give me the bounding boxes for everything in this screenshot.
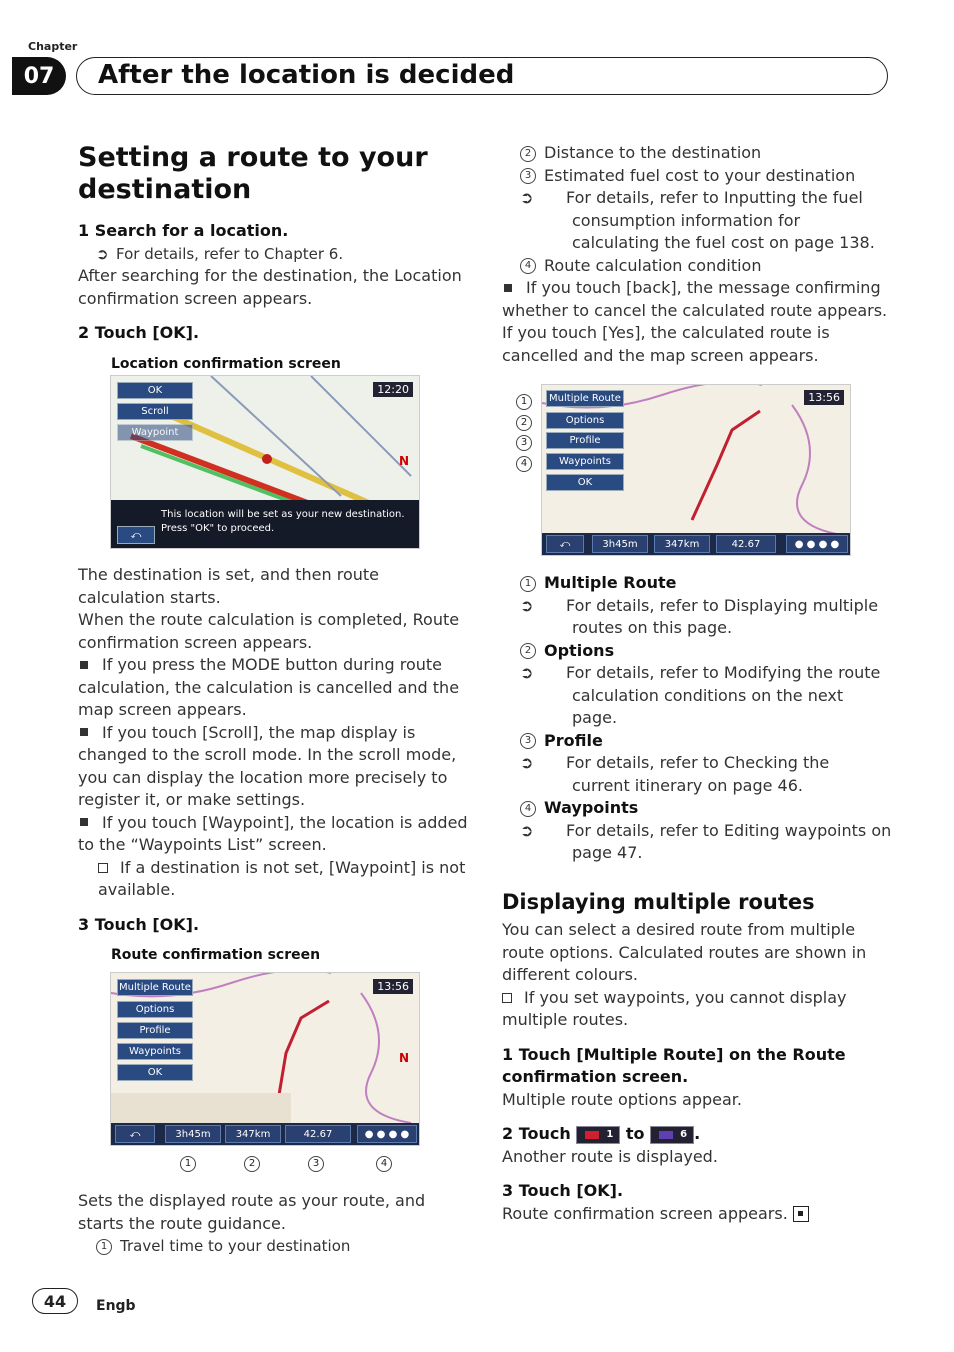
- north-icon: N: [398, 1051, 409, 1065]
- chapter-label: Chapter: [28, 40, 78, 53]
- ok-button[interactable]: OK: [117, 1064, 193, 1081]
- fuel-cost: 42.67: [285, 1125, 351, 1143]
- callout-3-marker: 3: [516, 432, 540, 451]
- para-route-complete: When the route calculation is completed, Route confirmation screen appears.: [78, 610, 460, 652]
- callout-desc-2: 2 Distance to the destination: [520, 142, 892, 165]
- item-waypoints-ref: ➲ For details, refer to Editing waypoints on page 47.: [520, 820, 892, 862]
- step-2: 2 Touch [OK].: [78, 323, 200, 342]
- item-options-ref: ➲ For details, refer to Modifying the route calculation conditions on the next page.: [520, 663, 881, 727]
- route-info-bar: [111, 1123, 419, 1145]
- options-button[interactable]: Options: [546, 412, 624, 429]
- chapter-number: 07: [12, 57, 66, 95]
- item-profile-ref: ➲ For details, refer to Checking the current itinerary on page 46.: [520, 753, 830, 795]
- profile-button[interactable]: Profile: [117, 1022, 193, 1039]
- para-multiple-routes: You can select a desired route from multiple route options. Calculated routes are shown in different colours.: [502, 920, 867, 984]
- page-number: 44: [32, 1288, 78, 1314]
- confirmation-message: This location will be set as your new destination. Press "OK" to proceed.: [161, 509, 405, 534]
- callout-3-ref: ➲ For details, refer to Inputting the fuel consumption information for calculating the fuel cost on page 138.: [520, 188, 875, 252]
- multiple-route-button[interactable]: Multiple Route: [117, 979, 193, 996]
- note-waypoints: If you set waypoints, you cannot display multiple routes.: [502, 987, 847, 1029]
- multiple-route-button[interactable]: Multiple Route: [546, 390, 624, 407]
- end-mark-icon: [793, 1206, 809, 1222]
- back-button[interactable]: ⤺: [117, 526, 155, 544]
- clock: 13:56: [804, 390, 844, 405]
- route-condition-icons: ● ● ● ●: [357, 1125, 417, 1143]
- travel-time: 3h45m: [165, 1125, 221, 1143]
- item-waypoints: 4 Waypoints: [520, 797, 892, 820]
- route-1-button[interactable]: 1: [576, 1126, 620, 1144]
- item-options: 2 Options: [520, 640, 892, 663]
- caption-route-screen: Route confirmation screen: [111, 947, 321, 963]
- callout-4-marker: 4: [516, 453, 540, 472]
- step-3-ok: 3 Touch [OK].: [502, 1181, 624, 1200]
- waypoints-button[interactable]: Waypoints: [117, 1043, 193, 1060]
- profile-button[interactable]: Profile: [546, 432, 624, 449]
- callout-2: 2: [244, 1153, 268, 1172]
- travel-time: 3h45m: [592, 535, 648, 553]
- ok-button[interactable]: OK: [117, 382, 193, 399]
- subsection-heading: Displaying multiple routes: [502, 889, 815, 914]
- item-multiple-route: 1 Multiple Route: [520, 572, 892, 595]
- callout-1: 1: [180, 1153, 204, 1172]
- step-1-body: After searching for the destination, the Location confirmation screen appears.: [78, 266, 462, 308]
- chapter-title: After the location is decided: [98, 60, 515, 90]
- callout-1-marker: 1: [516, 391, 540, 410]
- bullet-mode: If you press the MODE button during route calculation, the calculation is cancelled and the map screen appears.: [78, 655, 460, 719]
- clock: 12:20: [373, 382, 413, 397]
- callout-desc-4: 4 Route calculation condition: [520, 255, 892, 278]
- item-multiple-route-ref: ➲ For details, refer to Displaying multiple routes on this page.: [520, 595, 879, 637]
- step-1-multiple: 1 Touch [Multiple Route] on the Route confirmation screen.: [502, 1044, 846, 1086]
- route-condition-icons: ● ● ● ●: [786, 535, 848, 553]
- back-button[interactable]: ⤺: [115, 1125, 155, 1143]
- para-route-guidance: Sets the displayed route as your route, and starts the route guidance.: [78, 1191, 426, 1233]
- route-6-button[interactable]: 6: [650, 1126, 694, 1144]
- callout-desc-3: 3 Estimated fuel cost to your destination: [520, 165, 892, 188]
- step-3-ok-body: Route confirmation screen appears.: [502, 1203, 892, 1226]
- caption-location-screen: Location confirmation screen: [111, 355, 341, 372]
- scroll-button[interactable]: Scroll: [117, 403, 193, 420]
- message-bar: [111, 500, 419, 548]
- route-confirmation-screenshot: [110, 972, 420, 1146]
- callout-desc-1: 1 Travel time to your destination: [96, 1235, 468, 1258]
- bullet-back: If you touch [back], the message confirming whether to cancel the calculated route appears. If you touch [Yes], the calculated route is cancelled and the map screen appears.: [502, 278, 888, 365]
- waypoints-button[interactable]: Waypoints: [546, 453, 624, 470]
- route-confirmation-screenshot-2: [541, 384, 851, 556]
- step-1-multiple-body: Multiple route options appear.: [502, 1089, 742, 1109]
- step-1: 1 Search for a location.: [78, 221, 289, 240]
- route-info-bar: [542, 533, 850, 555]
- waypoint-button[interactable]: Waypoint: [117, 424, 193, 441]
- fuel-cost: 42.67: [716, 535, 776, 553]
- step-1-ref: ➲ For details, refer to Chapter 6.: [96, 244, 344, 263]
- route-map: [542, 385, 851, 556]
- callout-2-marker: 2: [516, 412, 540, 431]
- bullet-waypoint: If you touch [Waypoint], the location is added to the “Waypoints List” screen.: [78, 812, 468, 854]
- note-waypoint: If a destination is not set, [Waypoint] is not available.: [98, 857, 466, 899]
- back-button[interactable]: ⤺: [546, 535, 584, 553]
- bullet-scroll: If you touch [Scroll], the map display is changed to the scroll mode. In the scroll mode, you can display the location more precisely to register it, or make settings.: [78, 722, 457, 809]
- callout-3: 3: [308, 1153, 332, 1172]
- para-route-calc: The destination is set, and then route calculation starts.: [78, 565, 380, 607]
- language-code: Engb: [96, 1298, 136, 1314]
- section-heading: Setting a route to your destination: [78, 142, 428, 205]
- step-3: 3 Touch [OK].: [78, 914, 200, 934]
- step-2-touch-body: Another route is displayed.: [502, 1146, 718, 1166]
- clock: 13:56: [373, 979, 413, 994]
- north-icon: N: [398, 454, 409, 468]
- ok-button[interactable]: OK: [546, 474, 624, 491]
- callout-4: 4: [376, 1153, 400, 1172]
- options-button[interactable]: Options: [117, 1001, 193, 1018]
- location-confirmation-screenshot: [110, 375, 420, 549]
- distance: 347km: [654, 535, 710, 553]
- step-2-touch: 2 Touch 1 to 6 .: [502, 1124, 701, 1143]
- distance: 347km: [225, 1125, 281, 1143]
- item-profile: 3 Profile: [520, 730, 892, 753]
